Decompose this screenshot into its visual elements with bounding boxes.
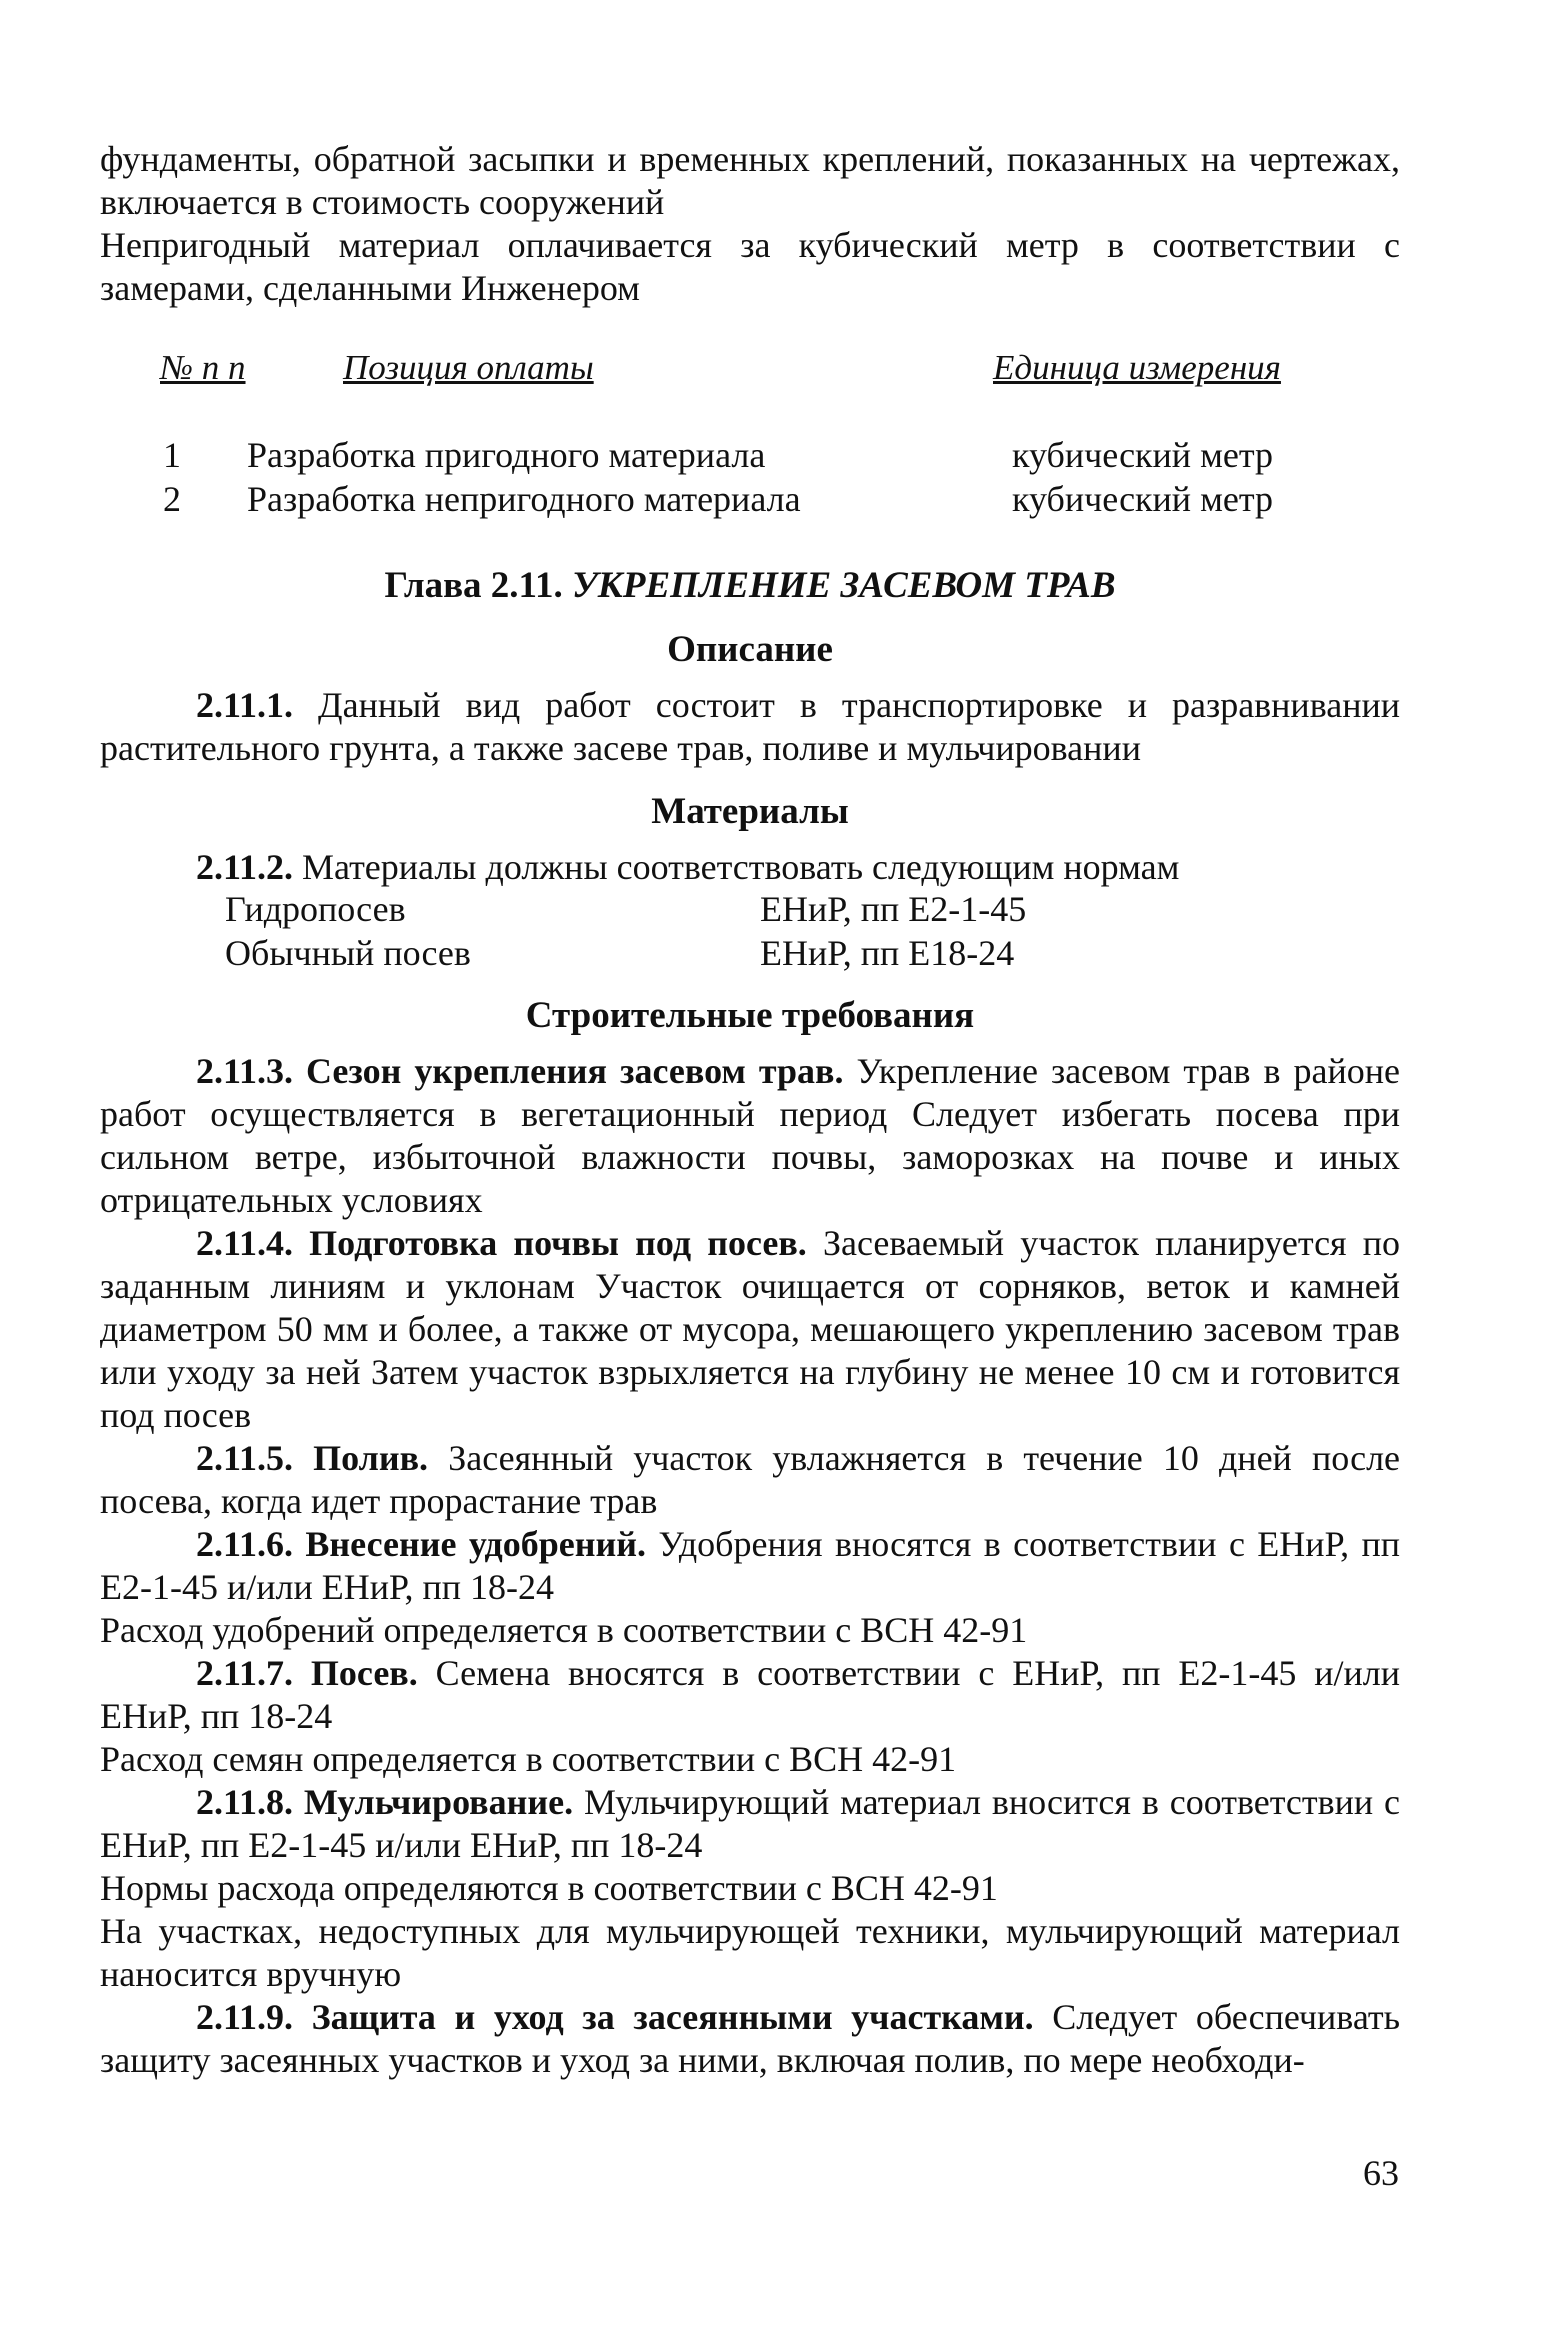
paragraph-2-11-1-text: Данный вид работ состоит в транспортировке и разравнивании растительного грунта, а также засеве трав, поливе и мульчировании	[100, 685, 1400, 768]
paragraph-2-11-8-lead: 2.11.8. Мульчирование.	[196, 1782, 574, 1822]
intro-paragraph-1: фундаменты, обратной засыпки и временных креплений, показанных на чертежах, включается в стоимость сооружений	[100, 139, 1400, 222]
paragraph-2-11-3-lead: 2.11.3. Сезон укрепления засевом трав.	[196, 1051, 844, 1091]
norm-name-hydroseeding: Гидропосев	[225, 889, 406, 929]
paragraph-2-11-9	[100, 1996, 1400, 2082]
chapter-prefix: Глава 2.11.	[384, 565, 563, 606]
paragraph-2-11-3	[100, 1050, 1400, 1222]
page-number: 63	[1363, 2153, 1399, 2193]
paragraph-2-11-2-text: Материалы должны соответствовать следующим нормам	[302, 847, 1180, 887]
norm-ref-hydroseeding: ЕНиР, пп Е2-1-45	[760, 889, 1027, 929]
pay-table-row-2-num: 2	[163, 479, 181, 519]
paragraph-2-11-2-number: 2.11.2.	[196, 847, 294, 887]
section-heading-construction: Строительные требования	[525, 995, 975, 1036]
pay-table-row-2-unit: кубический метр	[1012, 479, 1273, 519]
paragraph-2-11-2	[100, 846, 1400, 889]
paragraph-2-11-6-text: Удобрения вносятся в соответствии с ЕНиР, пп Е2-1-45 и/или ЕНиР, пп 18-24	[100, 1524, 1401, 1607]
paragraph-2-11-7-extra: Расход семян определяется в соответствии с ВСН 42-91	[100, 1739, 957, 1779]
paragraph-2-11-5-text: Засеянный участок увлажняется в течение 10 дней после посева, когда идет прорастание трав	[100, 1438, 1401, 1521]
section-heading-materials: Материалы	[651, 791, 849, 832]
paragraph-2-11-7-lead: 2.11.7. Посев.	[196, 1653, 418, 1693]
paragraph-2-11-8	[100, 1781, 1400, 1867]
section-heading-description: Описание	[667, 629, 833, 670]
pay-table-header-unit: Единица измерения	[993, 348, 1281, 387]
paragraph-2-11-5	[100, 1437, 1400, 1523]
pay-table-header-item: Позиция оплаты	[343, 348, 594, 387]
paragraph-2-11-4	[100, 1222, 1400, 1437]
paragraph-2-11-4-text: Засеваемый участок планируется по заданным линиям и уклонам Участок очищается от сорняков, веток и камней диаметром 50 мм и более, а также от мусора, мешающего укреплению засевом трав или уходу за ней Затем участок взрыхляется на глубину не менее 10 см и готовится под посев	[100, 1223, 1401, 1435]
chapter-heading	[100, 564, 1400, 607]
norm-ref-regular-seeding: ЕНиР, пп Е18-24	[760, 933, 1015, 973]
paragraph-2-11-3-text: Укрепление засевом трав в районе работ осуществляется в вегетационный период Следует избегать посева при сильном ветре, избыточной влажности почвы, заморозках на почве и иных отрицательных условиях	[100, 1051, 1401, 1220]
paragraph-2-11-5-lead: 2.11.5. Полив.	[196, 1438, 429, 1478]
paragraph-2-11-9-text: Следует обеспечивать защиту засеянных участков и уход за ними, включая полив, по мере необходи-	[100, 1997, 1401, 2080]
paragraph-2-11-7	[100, 1652, 1400, 1738]
paragraph-2-11-1-number: 2.11.1.	[196, 685, 294, 725]
pay-table-row-1-num: 1	[163, 435, 181, 475]
paragraph-2-11-8-extra-1: Нормы расхода определяются в соответствии с ВСН 42-91	[100, 1868, 998, 1908]
paragraph-2-11-4-lead: 2.11.4. Подготовка почвы под посев.	[196, 1223, 807, 1263]
pay-table-row-1-unit: кубический метр	[1012, 435, 1273, 475]
paragraph-2-11-8-text: Мульчирующий материал вносится в соответствии с ЕНиР, пп Е2-1-45 и/или ЕНиР, пп 18-24	[100, 1782, 1401, 1865]
paragraph-2-11-8-extra-2: На участках, недоступных для мульчирующей техники, мульчирующий материал наносится вручную	[100, 1911, 1400, 1994]
paragraph-2-11-9-lead: 2.11.9. Защита и уход за засеянными участками.	[196, 1997, 1034, 2037]
paragraph-2-11-6-extra: Расход удобрений определяется в соответствии с ВСН 42-91	[100, 1610, 1028, 1650]
pay-table-row-1-item: Разработка пригодного материала	[247, 435, 766, 475]
chapter-title: УКРЕПЛЕНИЕ ЗАСЕВОМ ТРАВ	[572, 565, 1116, 606]
pay-table-row-2-item: Разработка непригодного материала	[247, 479, 801, 519]
intro-paragraph-2: Непригодный материал оплачивается за кубический метр в соответствии с замерами, сделанными Инженером	[100, 225, 1400, 308]
paragraph-2-11-6	[100, 1523, 1400, 1609]
pay-table-header-num: № п п	[160, 348, 246, 387]
paragraph-2-11-6-lead: 2.11.6. Внесение удобрений.	[196, 1524, 646, 1564]
paragraph-2-11-7-text: Семена вносятся в соответствии с ЕНиР, пп Е2-1-45 и/или ЕНиР, пп 18-24	[100, 1653, 1400, 1736]
paragraph-2-11-1	[100, 684, 1400, 770]
norm-name-regular-seeding: Обычный посев	[225, 933, 471, 973]
